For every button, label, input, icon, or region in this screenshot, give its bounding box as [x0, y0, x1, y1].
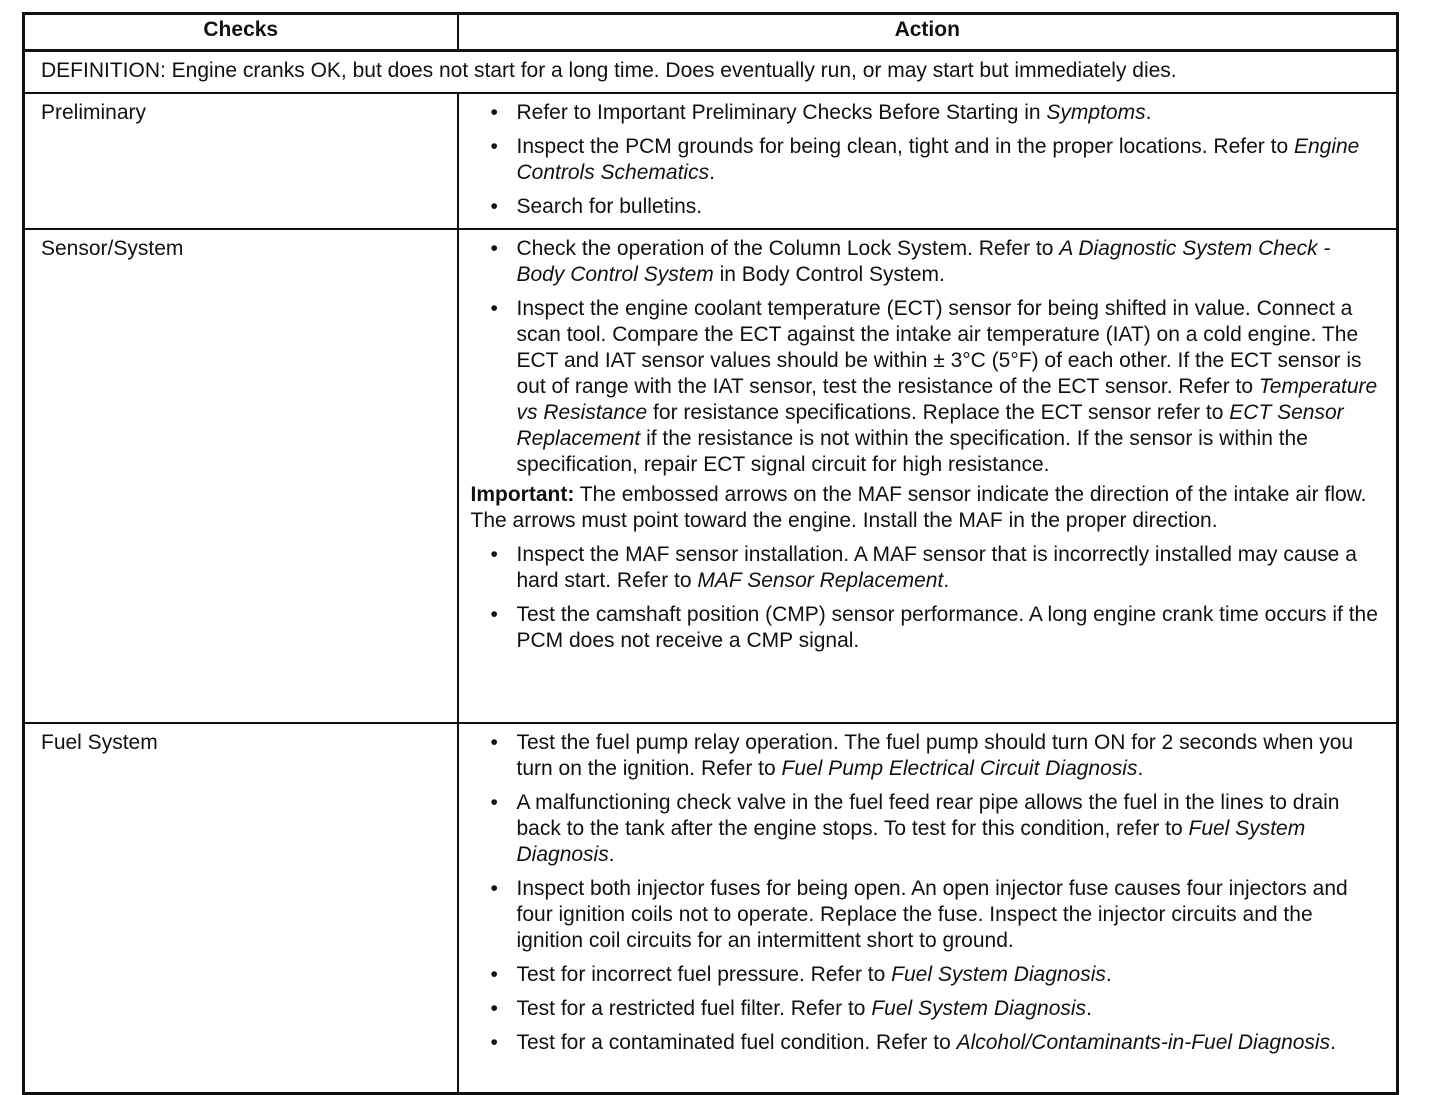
- action-list: [471, 542, 1383, 654]
- reference-link: A Diagnostic System Check - Body Control System: [516, 237, 1331, 286]
- reference-link: Fuel System Diagnosis: [516, 817, 1306, 866]
- action-item: • Test for a contaminated fuel condition. Refer to Alcohol/Contaminants-in-Fuel Diagnosis.: [490, 1031, 1336, 1054]
- reference-link: Fuel System Diagnosis: [871, 997, 1087, 1020]
- action-item: • Test the fuel pump relay operation. The fuel pump should turn ON for 2 seconds when you turn on the ignition. Refer to Fuel Pump Electrical Circuit Diagnosis.: [490, 731, 1354, 780]
- reference-link: Alcohol/Contaminants-in-Fuel Diagnosis: [956, 1031, 1331, 1054]
- action-item: • Inspect the MAF sensor installation. A MAF sensor that is incorrectly installed may cause a hard start. Refer to MAF Sensor Replacement.: [490, 543, 1357, 592]
- definition-text: DEFINITION: Engine cranks OK, but does not start for a long time. Does eventually run, or may start but immediately dies.: [24, 51, 1398, 94]
- diagnostic-table: [22, 12, 1399, 1095]
- action-cell: [458, 229, 1398, 723]
- important-note: [471, 482, 1383, 534]
- action-item: • Test for a restricted fuel filter. Refer to Fuel System Diagnosis.: [490, 997, 1092, 1020]
- action-list: [471, 730, 1383, 1056]
- definition-row: [24, 51, 1398, 94]
- reference-link: Fuel System Diagnosis: [891, 963, 1106, 986]
- action-cell: [458, 93, 1398, 229]
- table-row-preliminary: [24, 93, 1398, 229]
- header-row: [24, 14, 1398, 51]
- checks-column-header: Checks: [24, 14, 458, 51]
- action-item: • Inspect the PCM grounds for being clean, tight and in the proper locations. Refer to Engine Controls Schematics.: [490, 135, 1360, 184]
- action-list: [471, 236, 1383, 478]
- important-text: The embossed arrows on the MAF sensor indicate the direction of the intake air flow. The arrows must point toward the engine. Install the MAF in the proper direction.: [470, 483, 1367, 532]
- action-item: • Inspect both injector fuses for being open. An open injector fuse causes four injectors and four ignition coils not to operate. Replace the fuse. Inspect the injector circuits and the ignition coil circuits for an intermittent short to ground.: [490, 877, 1348, 952]
- action-item: • Inspect the engine coolant temperature (ECT) sensor for being shifted in value. Connect a scan tool. Compare the ECT against the intake air temperature (IAT) on a cold engine. The ECT and IAT sensor values should be within ± 3°C (5°F) of each other. If the ECT sensor is out of range with the IAT sensor, test the resistance of the ECT sensor. Refer to Temperature vs Resistance for resistance specifications. Replace the ECT sensor refer to ECT Sensor Replacement if the resistance is not within the specification. If the sensor is within the specification, repair ECT signal circuit for high resistance.: [490, 297, 1378, 476]
- table-row-sensor-system: [24, 229, 1398, 723]
- action-item: • A malfunctioning check valve in the fuel feed rear pipe allows the fuel in the lines to drain back to the tank after the engine stops. To test for this condition, refer to Fuel System Diagnosis.: [490, 791, 1340, 866]
- table-row-fuel-system: [24, 723, 1398, 1094]
- action-column-header: Action: [458, 14, 1398, 51]
- reference-link: Fuel Pump Electrical Circuit Diagnosis: [781, 757, 1138, 780]
- action-item: • Search for bulletins.: [490, 195, 703, 218]
- reference-link: ECT Sensor Replacement: [516, 401, 1344, 450]
- important-label: Important:: [470, 483, 575, 506]
- check-label: Preliminary: [24, 93, 458, 229]
- reference-link: Engine Controls Schematics: [516, 135, 1360, 184]
- action-item: • Test for incorrect fuel pressure. Refer to Fuel System Diagnosis.: [490, 963, 1112, 986]
- reference-link: Symptoms: [1046, 101, 1146, 124]
- action-item: • Check the operation of the Column Lock System. Refer to A Diagnostic System Check - Body Control System in Body Control System.: [490, 237, 1331, 286]
- action-cell: [458, 723, 1398, 1094]
- action-item: • Refer to Important Preliminary Checks Before Starting in Symptoms.: [490, 101, 1152, 124]
- check-label: Sensor/System: [24, 229, 458, 723]
- reference-link: Temperature vs Resistance: [516, 375, 1378, 424]
- check-label: Fuel System: [24, 723, 458, 1094]
- action-list: [471, 100, 1383, 220]
- action-item: • Test the camshaft position (CMP) sensor performance. A long engine crank time occurs if the PCM does not receive a CMP signal.: [490, 603, 1378, 652]
- reference-link: MAF Sensor Replacement: [697, 569, 944, 592]
